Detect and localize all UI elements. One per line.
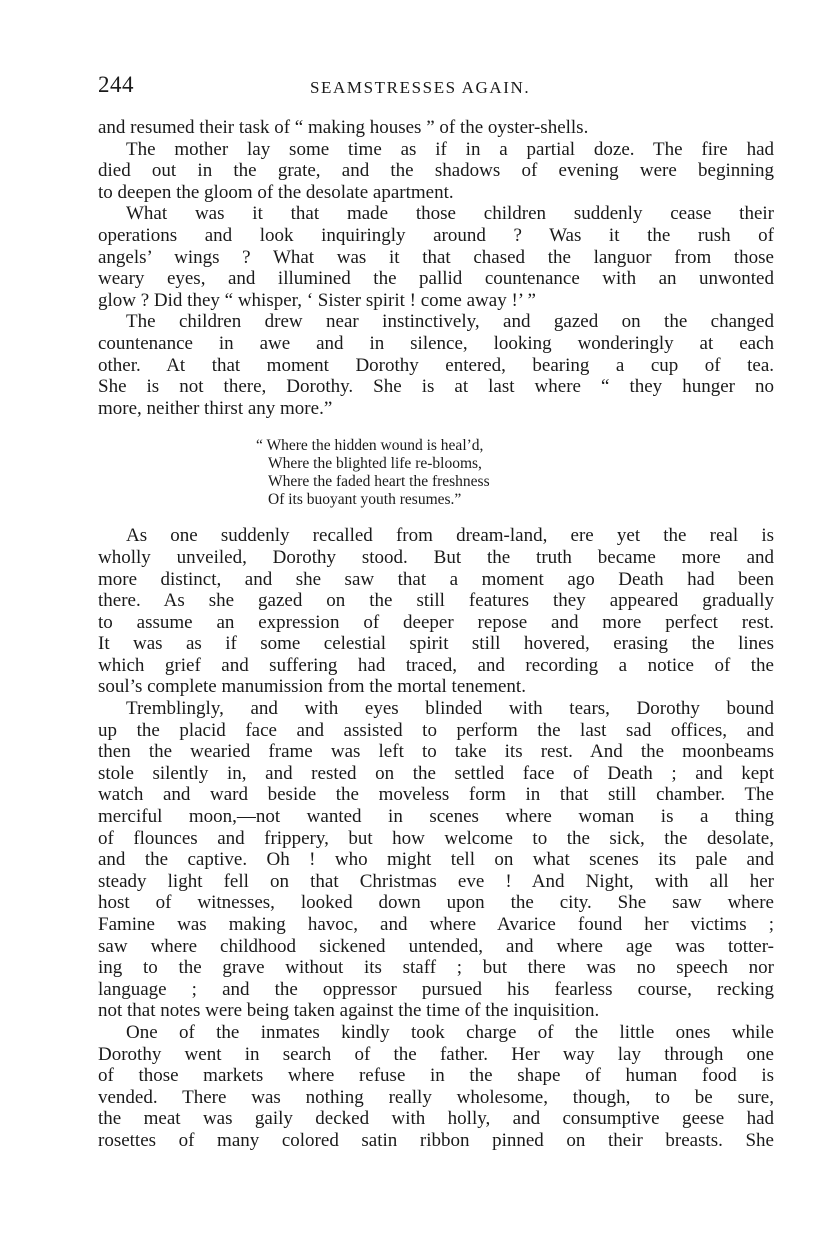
text-line: It was as if some celestial spirit still hovered, erasing the lines [98,633,774,655]
text-line: the meat was gaily decked with holly, and consumptive geese had [98,1108,774,1130]
paragraph [98,525,774,698]
verse-line: Where the blighted life re-blooms, [268,455,482,473]
paragraph [98,698,774,1022]
verse-line: Where the faded heart the freshness [268,473,490,491]
text-line: died out in the grate, and the shadows of evening were beginning [98,160,774,182]
text-line: of flounces and frippery, but how welcome to the sick, the desolate, [98,827,774,849]
text-line: and the captive. Oh ! who might tell on what scenes its pale and [98,849,774,871]
paragraphs-before-verse [98,117,774,419]
text-line: rosettes of many colored satin ribbon pinned on their breasts. She [98,1129,774,1151]
text-line: steady light fell on that Christmas eve ! And Night, with all her [98,870,774,892]
text-line: watch and ward beside the moveless form in that still chamber. The [98,784,774,806]
text-line: ing to the grave without its staff ; but there was no speech nor [98,957,774,979]
text-line: then the wearied frame was left to take its rest. And the moonbeams [98,741,774,763]
paragraph [98,311,774,419]
text-line: more distinct, and she saw that a moment ago Death had been [98,568,774,590]
text-line: language ; and the oppressor pursued his fearless course, recking [98,978,774,1000]
text-line: The children drew near instinctively, and gazed on the changed [126,311,774,333]
text-line: there. As she gazed on the still features they appeared gradually [98,590,774,612]
text-line: and resumed their task of “ making houses ” of the oyster-shells. [98,117,589,138]
text-line: up the placid face and assisted to perform the last sad offices, and [98,719,774,741]
running-title: SEAMSTRESSES AGAIN. [310,78,531,97]
text-line: Famine was making havoc, and where Avarice found her victims ; [98,914,774,935]
text-line: wholly unveiled, Dorothy stood. But the truth became more and [98,546,774,568]
page-number: 244 [98,72,134,97]
text-line: As one suddenly recalled from dream-land, ere yet the real is [126,525,774,547]
paragraph [98,203,774,311]
verse-quotation [256,437,774,509]
text-line: angels’ wings ? What was it that chased the languor from those [98,246,774,268]
text-line: stole silently in, and rested on the settled face of Death ; and kept [98,762,774,784]
text-line: which grief and suffering had traced, and recording a notice of the [98,654,774,676]
text-line: to deepen the gloom of the desolate apartment. [98,181,454,203]
text-line: The mother lay some time as if in a partial doze. The fire had [126,138,774,160]
text-line: glow ? Did they “ whisper, ‘ Sister spirit ! come away !’ ” [98,289,536,311]
text-line: operations and look inquiringly around ? Was it the rush of [98,224,774,246]
text-line: saw where childhood sickened untended, and where age was totter- [98,935,774,957]
text-line: not that notes were being taken against the time of the inquisition. [98,1000,600,1022]
text-line: weary eyes, and illumined the pallid countenance with an unwonted [98,268,774,290]
page-header [98,72,788,102]
text-line: One of the inmates kindly took charge of the little ones while [126,1021,774,1043]
text-line: soul’s complete manumission from the mortal tenement. [98,676,526,698]
body-text [98,117,774,1152]
text-line: Dorothy went in search of the father. Her way lay through one [98,1043,774,1065]
paragraph [98,117,774,139]
paragraph [98,1022,774,1152]
text-line: host of witnesses, looked down upon the city. She saw where [98,892,774,914]
verse-line: Of its buoyant youth resumes.” [268,491,462,509]
verse-line: “ Where the hidden wound is heal’d, [256,437,484,455]
text-line: merciful moon,—not wanted in scenes where woman is a thing [98,806,774,828]
text-line: What was it that made those children suddenly cease their [126,203,774,225]
text-line: vended. There was nothing really wholesome, though, to be sure, [98,1086,774,1108]
text-line: to assume an expression of deeper repose and more perfect rest. [98,611,774,633]
paragraphs-after-verse [98,525,774,1151]
text-line: Tremblingly, and with eyes blinded with tears, Dorothy bound [126,698,774,720]
paragraph [98,139,774,204]
text-line: She is not there, Dorothy. She is at last where “ they hunger no [98,376,774,398]
text-line: countenance in awe and in silence, looking wonderingly at each [98,332,774,354]
text-line: other. At that moment Dorothy entered, bearing a cup of tea. [98,354,774,376]
text-line: more, neither thirst any more.” [98,397,333,419]
text-line: of those markets where refuse in the shape of human food is [98,1065,774,1087]
